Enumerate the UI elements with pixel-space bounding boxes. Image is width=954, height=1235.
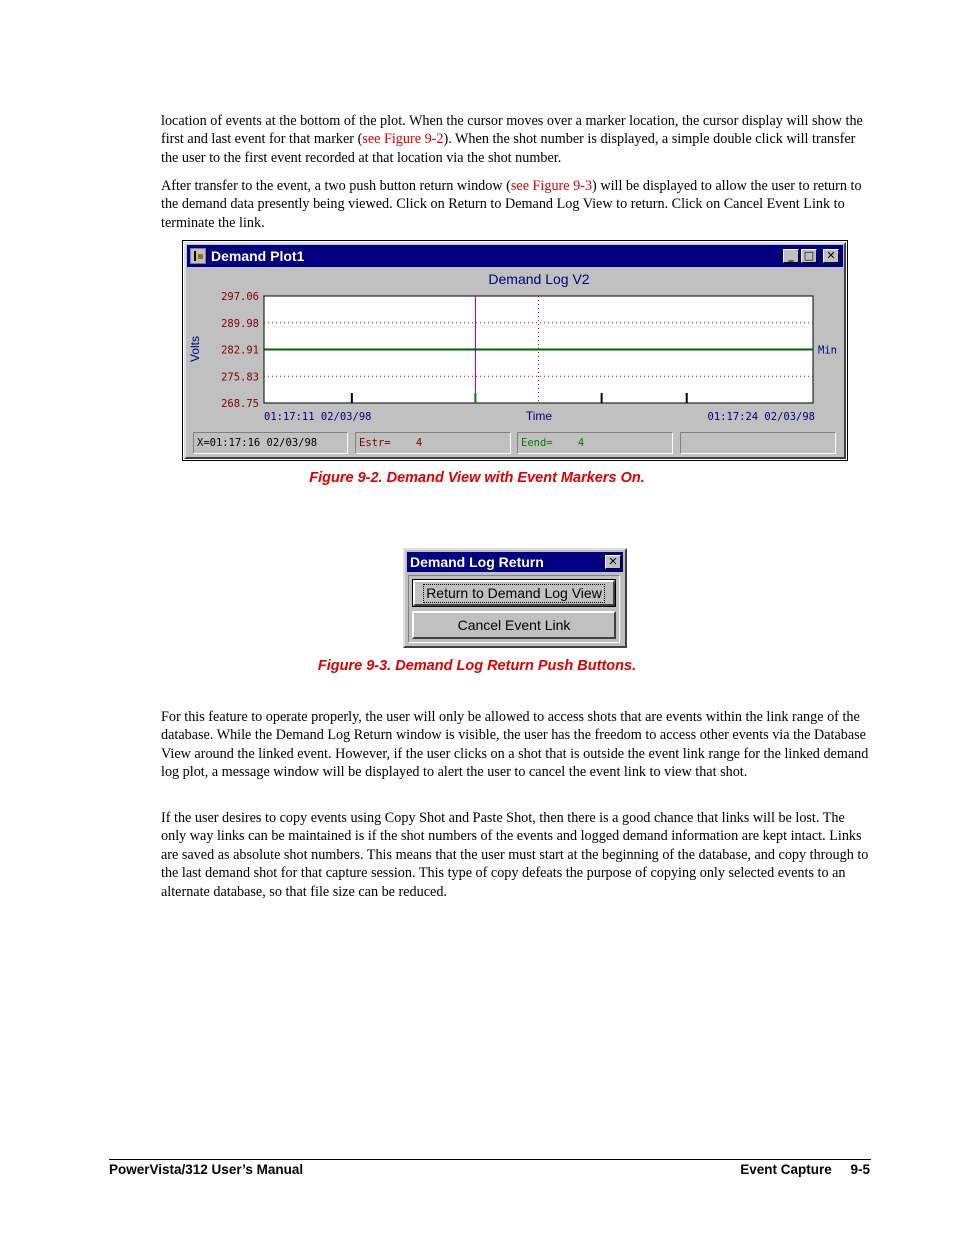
eend-label: Eend= — [521, 437, 553, 449]
paragraph-feature-operation: For this feature to operate properly, the user will only be allowed to access shots that are events within the link range of the database. While the Demand Log Return window is visible, the user has the freedom to access other events via the Database View around the linked event. However, if the user clicks on a shot that is outside the event link range for the linked demand log plot, a message window will be displayed to alert the user to cancel the event link to view that shot. — [161, 709, 869, 781]
paragraph-transfer — [161, 177, 871, 232]
chart-title: Demand Log V2 — [488, 271, 590, 287]
footer-manual-title: PowerVista/312 User’s Manual — [109, 1162, 304, 1177]
y-tick-label: 297.06 — [221, 291, 259, 303]
demand-log-return-window — [403, 548, 627, 648]
plot-area — [221, 291, 837, 410]
series-label: Min — [818, 344, 837, 357]
return-to-demand-log-view-button[interactable] — [413, 580, 615, 606]
paragraph-text: After transfer to the event, a two push button return window ( — [161, 178, 511, 194]
eend-value: 4 — [577, 437, 585, 449]
paragraph-text: ) will be displayed to allow the user to return to the demand data presently being viewed. Click on Return to Demand Log View to return. Click on Cancel Event Link to terminate the link. — [161, 178, 862, 231]
y-tick-label: 289.98 — [221, 317, 259, 330]
close-icon[interactable]: ✕ — [823, 249, 839, 263]
window-title: Demand Log Return — [410, 554, 544, 570]
figure-9-2-caption: Figure 9-2. Demand View with Event Markers On. — [309, 470, 645, 486]
estr-label: Estr= — [359, 437, 391, 449]
x-axis-label: Time — [525, 409, 553, 423]
cancel-event-link-button[interactable]: Cancel Event Link — [412, 611, 616, 639]
y-tick-label: 282.91 — [221, 344, 259, 357]
button-group — [408, 575, 620, 643]
paragraph-copy-shot: If the user desires to copy events using Copy Shot and Paste Shot, then there is a good chance that links will be lost. The only way links can be maintained is if the shot numbers of the events and logged demand information are kept intact. Links are saved as absolute shot numbers. This means that the user must start at the beginning of the database, and copy through to the last demand shot for that capture session. This type of copy defeats the purpose of copying only selected events to an alternate database, so that file size can be reduced. — [161, 810, 869, 900]
demand-log-chart[interactable] — [187, 269, 843, 429]
estr-panel — [355, 432, 511, 454]
paragraph-text: ). When the shot number is displayed, a simple double click will transfer the user to the first event recorded at that location via the shot number. — [161, 131, 856, 166]
demand-plot-window — [184, 242, 846, 459]
maximize-icon[interactable]: □ — [801, 249, 817, 263]
title-bar[interactable] — [187, 245, 843, 267]
footer-rule — [109, 1159, 871, 1160]
y-tick-label: 268.75 — [221, 398, 259, 410]
estr-value: 4 — [415, 437, 423, 449]
cursor-readout: X=01:17:16 02/03/98 — [193, 432, 348, 454]
close-icon[interactable]: ✕ — [605, 555, 621, 569]
app-icon[interactable] — [190, 248, 206, 264]
figure-reference-link[interactable]: see Figure 9-2 — [362, 131, 444, 148]
paragraph-text: location of events at the bottom of the plot. When the cursor moves over a marker location, the cursor display will show the first and last event for that marker ( — [161, 113, 863, 148]
y-axis-label: Volts — [188, 335, 202, 363]
x-start-label: 01:17:11 02/03/98 — [264, 411, 372, 423]
figure-9-3-caption: Figure 9-3. Demand Log Return Push Buttons. — [317, 658, 637, 674]
minimize-icon[interactable]: _ — [783, 249, 799, 263]
eend-panel — [517, 432, 673, 454]
figure-reference-link[interactable]: see Figure 9-3 — [510, 178, 593, 194]
y-tick-label: 275.83 — [221, 371, 259, 384]
paragraph-marker-location — [161, 112, 871, 167]
figure-frame — [182, 240, 848, 461]
title-bar[interactable] — [407, 552, 623, 572]
status-panel-empty — [680, 432, 836, 454]
window-title: Demand Plot1 — [211, 248, 305, 264]
footer-page-number: Event Capture 9-5 — [740, 1162, 870, 1177]
x-end-label: 01:17:24 02/03/98 — [707, 411, 815, 423]
button-label: Return to Demand Log View — [423, 584, 605, 603]
default-button-frame — [412, 579, 616, 607]
